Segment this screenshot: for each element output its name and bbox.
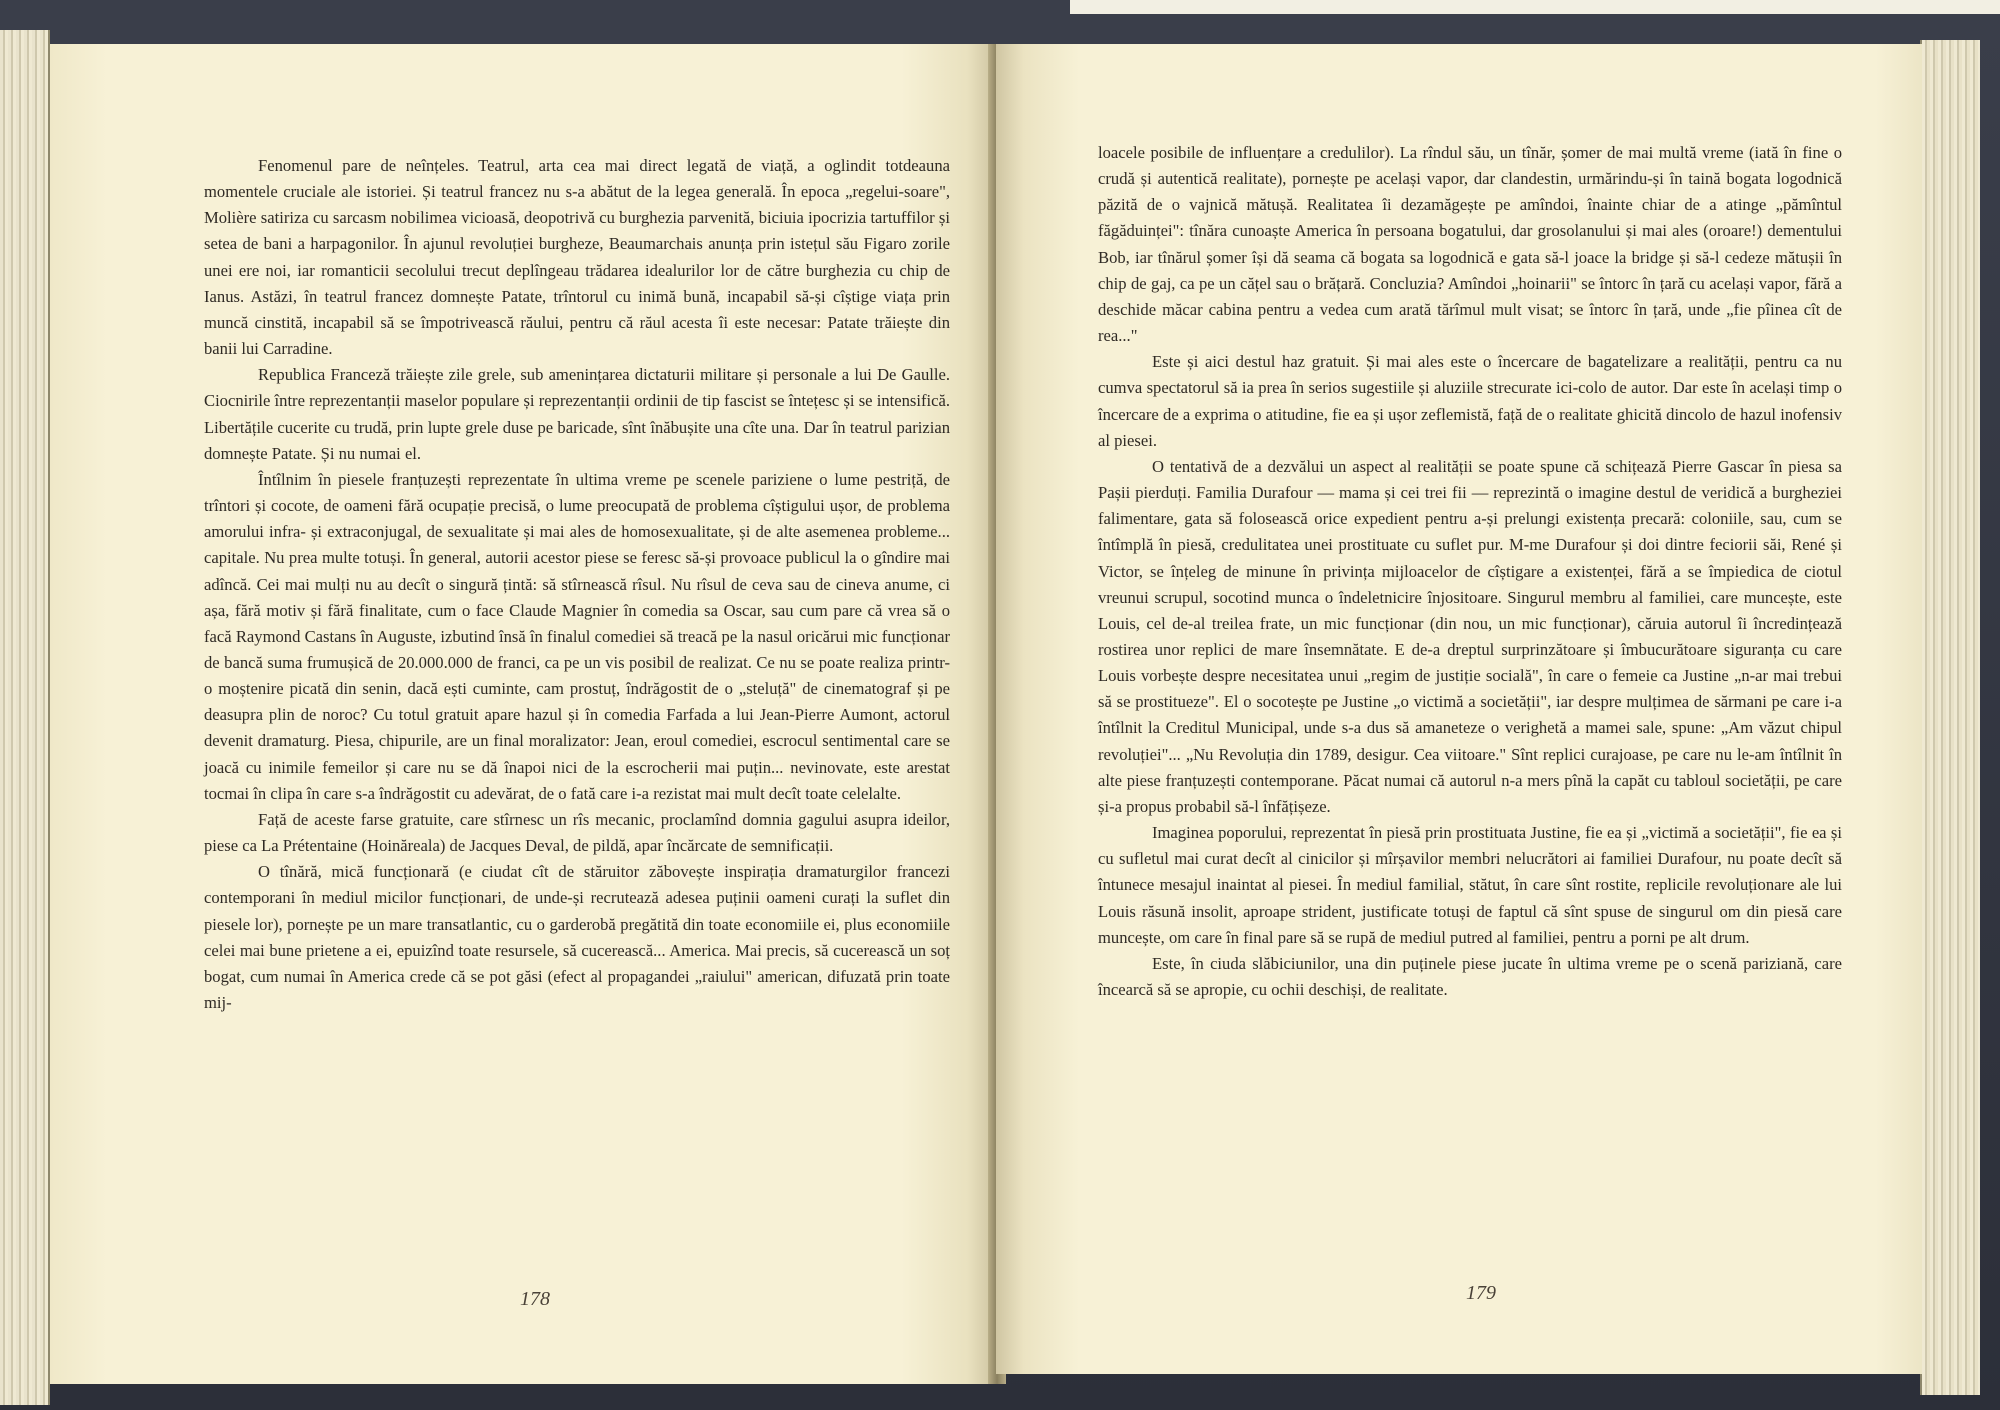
paragraph: Întîlnim în piesele franțuzești reprezentate în ultima vreme pe scenele pariziene o lume pestriță, de trîntori și cocote, de oameni fără ocupație precisă, o lume preocupată de problema cîștigului ușor, de problema amorului infra- și extraconjugal, de sexualitate și mai ales de homosexualitate, și de alte asemenea probleme... capitale. Nu prea multe totuși. În general, autorii acestor piese se feresc să-și provoace publicul la o gîndire mai adîncă. Cei mai mulți nu au decît o singură țintă: să stîrnească rîsul. Nu rîsul de ceva sau de cineva anume, ci așa, fără motiv și fără finalitate, cum o face Claude Magnier în comedia sa Oscar, sau cum pare că vrea să o facă Raymond Castans în Auguste, izbutind însă în finalul comediei să treacă pe la nasul oricărui mic funcționar de bancă suma frumușică de 20.000.000 de franci, ca pe un vis posibil de realizat. Ce nu se poate realiza printr-o moștenire picată din senin, dacă ești cuminte, cam prostuț, îndrăgostit de o „steluță" de cinematograf și pe deasupra plin de noroc? Cu totul gratuit apare hazul și în comedia Farfada a lui Jean-Pierre Aumont, actorul devenit dramaturg. Piesa, chipurile, are un final moralizator: Jean, eroul comediei, escrocul sentimental care se joacă cu inimile femeilor și care nu se dă înapoi nici de la escrocherii mai puțin... nevinovate, este arestat tocmai în clipa în care s-a îndrăgostit cu adevărat, de o fată care i-a rezistat mai mult decît toate celelalte. (204, 469, 950, 803)
right-page (996, 44, 1922, 1374)
paragraph: Este, în ciuda slăbiciunilor, una din puținele piese jucate în ultima vreme pe o scenă pariziană, care încearcă să se apropie, cu ochii deschiși, de realitate. (1098, 953, 1842, 999)
paragraph: O tentativă de a dezvălui un aspect al realității se poate spune că schițează Pierre Gascar în piesa sa Pașii pierduți. Familia Durafour — mama și cei trei fii — reprezintă o imagine destul de veridică a burgheziei falimentare, gata să folosească orice expedient pentru a-și prelungi existența precară: coloniile, sau, cum se întîmplă în piesă, credulitatea unei prostituate cu suflet pur. M-me Durafour și doi dintre feciorii săi, René și Victor, se înțeleg de minune în privința mijloacelor de cîștigare a existenței, fără a se împiedica de ciotul vreunui scrupul, socotind munca o îndeletnicire înjositoare. Singurul membru al familiei, care muncește, este Louis, cel de-al treilea frate, un mic funcționar (din nou, un mic funcționar), căruia autorul îi încredințează rostirea unor replici de mare însemnătate. E de-a dreptul surprinzătoare și îmbucurătoare siguranța cu care Louis vorbește despre necesitatea unui „regim de justiție socială", în care o femeie ca Justine „n-ar mai trebui să se prostitueze". El o socotește pe Justine „o victimă a societății", iar despre mulțimea de sărmani pe care i-a întîlnit la Creditul Municipal, unde s-a dus să amaneteze o verighetă a mamei sale, spune: „Am văzut chipul revoluției"... „Nu Revoluția din 1789, desigur. Cea viitoare." Sînt replici curajoase, pe care nu le-am întîlnit în alte piese franțuzești contemporane. Păcat numai că autorul n-a mers pînă la capăt cu tabloul societății, pe care și-a propus probabil să-l înfățișeze. (1098, 456, 1842, 816)
paragraph: Față de aceste farse gratuite, care stîrnesc un rîs mecanic, proclamînd domnia gagului asupra ideilor, piese ca La Prétentaine (Hoinăreala) de Jacques Deval, de pildă, apar încărcate de semnificații. (204, 809, 950, 856)
page-number: 178 (520, 1288, 550, 1310)
paragraph: Republica Franceză trăiește zile grele, sub amenințarea dictaturii militare și personale a lui De Gaulle. Ciocnirile între reprezentanții maselor populare și reprezentanții ordinii de tip fascist se întețesc și se intensifică. Libertățile cucerite cu trudă, prin lupte grele duse pe baricade, sînt înăbușite una cîte una. Dar în teatrul parizian domnește Patate. Și nu numai el. (204, 365, 950, 463)
right-page-body (1098, 140, 1842, 1003)
page-number: 179 (1466, 1282, 1496, 1304)
paragraph: Fenomenul pare de neînțeles. Teatrul, arta cea mai direct legată de viață, a oglindit totdeauna momentele cruciale ale istoriei. Și teatrul francez nu s-a abătut de la legea generală. În epoca „regelui-soare", Molière satiriza cu sarcasm nobilimea vicioasă, deopotrivă cu burghezia parvenită, biciuia ipocrizia tartuffilor și setea de bani a harpagonilor. În ajunul revoluției burgheze, Beaumarchais anunța prin istețul său Figaro zorile unei ere noi, iar romanticii secolului trecut deplîngeau trădarea idealurilor lor de către burghezia cu chip de Ianus. Astăzi, în teatrul francez domnește Patate, trîntorul cu inimă bună, incapabil să-și cîștige viața prin muncă cinstită, incapabil să se împotrivească răului, pentru că răul acesta îi este necesar: Patate trăiește din banii lui Carradine. (204, 156, 950, 359)
next-page-edge (1070, 0, 2000, 14)
left-page (50, 44, 996, 1384)
paragraph: loacele posibile de influențare a credulilor). La rîndul său, un tînăr, șomer de mai multă vreme (iată în fine o crudă și autentică realitate), pornește pe același vapor, dar clandestin, urmărindu-și în taină bogata logodnică păzită de o vajnică mătușă. Realitatea îi dezamăgește pe amîndoi, înainte chiar de a atinge „pămîntul făgăduinței": tînăra cunoaște America în persoana bogatului, dar grosolanului și mai ales (oroare!) dementului Bob, iar tînărul șomer își dă seama că bogata sa logodnică e gata să-l joace la bridge și să-l cedeze mătușii în chip de gaj, ca pe un cățel sau o brățară. Concluzia? Amîndoi „hoinarii" se întorc în țară cu același vapor, fără a deschide măcar cabina pentru a vedea cum arată tărîmul mult visat; se întorc în țară, unde „fie pîinea cît de rea..." (1098, 143, 1842, 346)
left-page-stack-edge (0, 30, 50, 1405)
paragraph: O tînără, mică funcționară (e ciudat cît de stăruitor zăbovește inspirația dramaturgilor francezi contemporani în mediul micilor funcționari, de unde-și recrutează adesea puținii oameni curați la suflet din piesele lor), pornește pe un mare transatlantic, cu o garderobă pregătită din toate economiile ei, plus economiile celei mai bune prietene a ei, epuizînd toate resursele, să cucerească... America. Mai precis, să cucerească un soț bogat, cum numai în America crede că se pot găsi (efect al propagandei „raiului" american, difuzată prin toate mij- (204, 862, 950, 1012)
paragraph: Este și aici destul haz gratuit. Și mai ales este o încercare de bagatelizare a realității, pentru ca nu cumva spectatorul să ia prea în serios sugestiile și aluziile strecurate ici-colo de autor. Dar este în același timp o încercare de a exprima o atitudine, fie ea și ușor zeflemistă, față de o realitate ghicită dincolo de hazul inofensiv al piesei. (1098, 352, 1842, 450)
left-page-body (204, 153, 950, 1016)
right-page-stack-edge (1920, 40, 1980, 1395)
paragraph: Imaginea poporului, reprezentat în piesă prin prostituata Justine, fie ea și „victimă a societății", fie ea și cu sufletul mai curat decît al cinicilor și mîrșavilor membri nelucrători ai familiei Durafour, nu poate decît să întunece mesajul inaintat al piesei. În mediul familial, stătut, în care sînt rostite, replicile revoluționare ale lui Louis răsună insolit, aproape strident, justificate totuși de faptul că sînt spuse de singurul om din piesă care muncește, om care în final pare să se rupă de mediul putred al familiei, pentru a porni pe alt drum. (1098, 823, 1842, 947)
